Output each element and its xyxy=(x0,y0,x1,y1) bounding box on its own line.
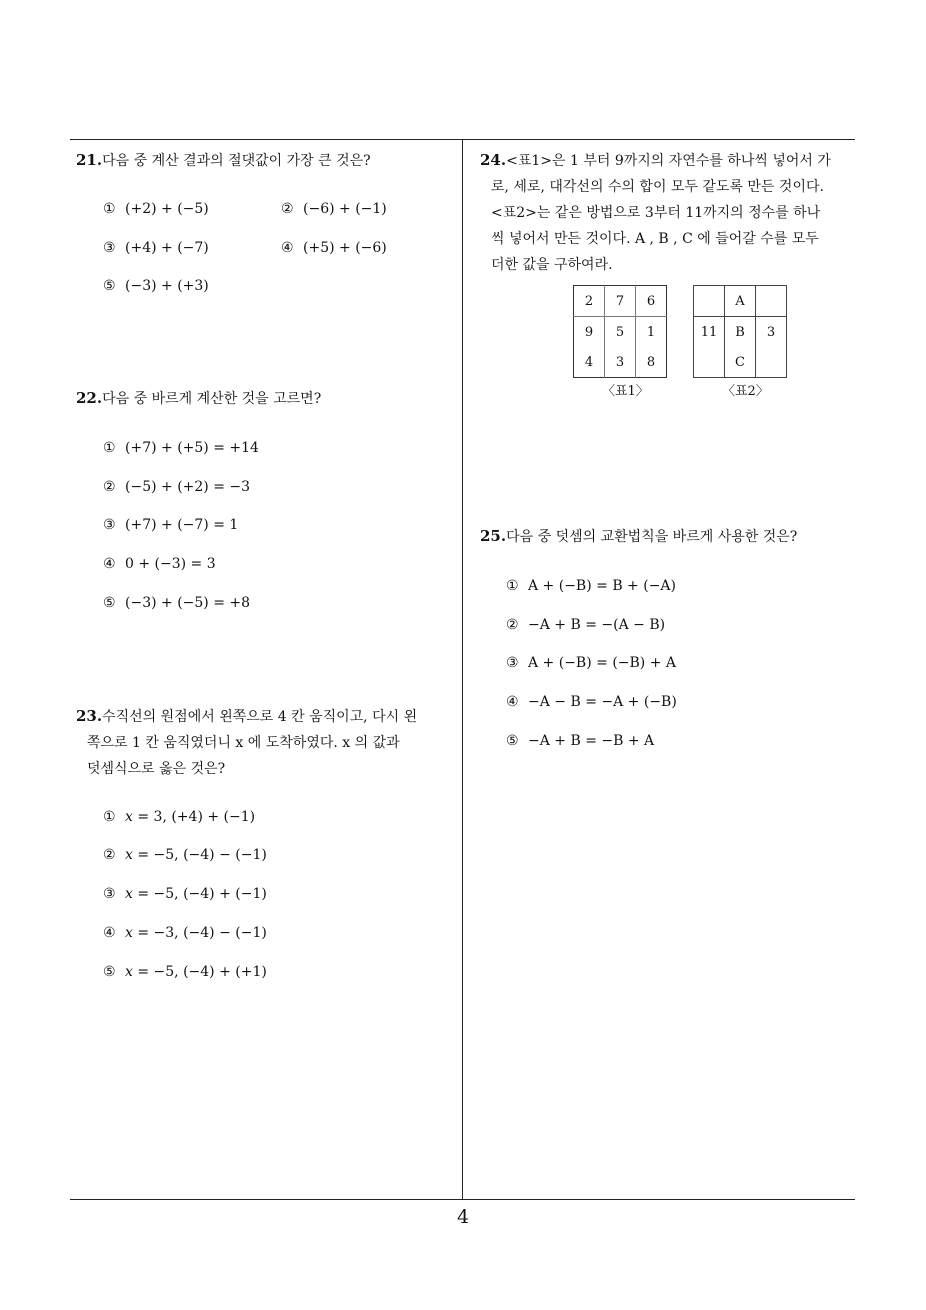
question-text: 다음 중 계산 결과의 절댓값이 가장 큰 것은? xyxy=(102,153,371,169)
option-marker: ① xyxy=(506,578,519,594)
variable-x: x xyxy=(125,925,133,941)
question-number: 23. xyxy=(76,707,103,725)
q25-option-2[interactable] xyxy=(506,615,665,635)
option-marker: ④ xyxy=(103,925,116,941)
table1-cell: 6 xyxy=(636,286,667,317)
question-text: 다음 중 바르게 계산한 것을 고르면? xyxy=(102,391,322,407)
option-text: (−3) + (−5) = +8 xyxy=(125,595,251,611)
q25-option-3[interactable] xyxy=(506,653,676,673)
option-text: = 3, (+4) + (−1) xyxy=(132,809,256,825)
option-text: = −5, (−4) + (+1) xyxy=(132,964,267,980)
option-marker: ④ xyxy=(103,556,116,572)
q21-option-5[interactable] xyxy=(103,276,209,296)
q25-option-4[interactable] xyxy=(506,692,677,712)
question-number: 25. xyxy=(480,527,507,545)
question-text-line-3: 덧셈식으로 옳은 것은? xyxy=(87,761,226,777)
table2-cell: B xyxy=(725,317,756,348)
option-marker: ③ xyxy=(506,655,519,671)
option-text: = −3, (−4) − (−1) xyxy=(132,925,267,941)
option-marker: ⑤ xyxy=(103,964,116,980)
option-text: (−6) + (−1) xyxy=(303,201,387,217)
variable-x: x xyxy=(125,964,133,980)
option-text: (+4) + (−7) xyxy=(125,240,209,256)
option-text: = −5, (−4) − (−1) xyxy=(132,847,267,863)
q21-option-2[interactable] xyxy=(281,199,387,219)
q23-option-3[interactable] xyxy=(103,884,267,904)
question-number: 21. xyxy=(76,151,103,169)
table2-cell xyxy=(694,286,725,317)
option-marker: ⑤ xyxy=(103,595,116,611)
option-marker: ④ xyxy=(506,694,519,710)
option-text: −A + B = −B + A xyxy=(528,733,655,749)
option-text: (−3) + (+3) xyxy=(125,278,209,294)
table2-cell: 11 xyxy=(694,317,725,348)
option-text: −A + B = −(A − B) xyxy=(528,617,666,633)
magic-square-table-2 xyxy=(693,285,787,378)
option-text: A + (−B) = (−B) + A xyxy=(528,655,676,671)
option-text: −A − B = −A + (−B) xyxy=(528,694,677,710)
option-marker: ① xyxy=(103,809,116,825)
variable-x: x xyxy=(125,886,133,902)
q21-option-1[interactable] xyxy=(103,199,209,219)
q25-option-1[interactable] xyxy=(506,576,676,596)
option-marker: ② xyxy=(103,479,116,495)
table2-caption: 〈표2〉 xyxy=(722,384,769,399)
table1-caption: 〈표1〉 xyxy=(602,384,649,399)
q23-option-4[interactable] xyxy=(103,923,267,943)
question-21 xyxy=(76,147,371,174)
option-text: (+2) + (−5) xyxy=(125,201,209,217)
option-text: 0 + (−3) = 3 xyxy=(125,556,216,572)
variable-x: x xyxy=(125,847,133,863)
magic-square-table-1 xyxy=(573,285,667,378)
q23-option-2[interactable] xyxy=(103,845,267,865)
question-22 xyxy=(76,385,321,412)
table1-cell: 9 xyxy=(574,317,605,348)
option-marker: ④ xyxy=(281,240,294,256)
option-marker: ③ xyxy=(103,886,116,902)
option-marker: ⑤ xyxy=(506,733,519,749)
table1-cell: 8 xyxy=(646,354,656,370)
q22-option-1[interactable] xyxy=(103,438,259,458)
question-number: 24. xyxy=(480,151,507,169)
option-marker: ② xyxy=(281,201,294,217)
q21-option-4[interactable] xyxy=(281,238,387,258)
q23-option-1[interactable] xyxy=(103,807,255,827)
table2-cell xyxy=(694,347,725,378)
option-marker: ③ xyxy=(103,517,116,533)
table1-cell: 2 xyxy=(574,286,605,317)
q21-option-3[interactable] xyxy=(103,238,209,258)
table1-cell: 7 xyxy=(605,286,636,317)
table1-cell: 3 xyxy=(605,347,636,378)
question-24 xyxy=(480,147,860,278)
column-divider xyxy=(462,139,463,1200)
question-text-line-4: 씩 넣어서 만든 것이다. A , B , C 에 들어갈 수를 모두 xyxy=(491,231,819,247)
table1-cell: 4 xyxy=(574,347,605,378)
question-text-line-1: <표1>은 1 부터 9까지의 자연수를 하나씩 넣어서 가 xyxy=(506,153,831,169)
question-text-line-1: 수직선의 원점에서 왼쪽으로 4 칸 움직이고, 다시 왼 xyxy=(102,709,418,725)
option-marker: ① xyxy=(103,440,116,456)
option-marker: ② xyxy=(506,617,519,633)
question-text-line-5: 더한 값을 구하여라. xyxy=(491,257,613,273)
q22-option-2[interactable] xyxy=(103,477,250,497)
table1-cell: 5 xyxy=(605,317,636,348)
variable-x: x xyxy=(125,809,133,825)
option-text: = −5, (−4) + (−1) xyxy=(132,886,267,902)
q22-option-4[interactable] xyxy=(103,554,216,574)
bottom-rule xyxy=(70,1199,855,1200)
option-text: A + (−B) = B + (−A) xyxy=(528,578,676,594)
q22-option-3[interactable] xyxy=(103,515,238,535)
page-number: 4 xyxy=(456,1206,470,1228)
table2-cell: C xyxy=(725,347,756,378)
table2-cell xyxy=(756,347,787,378)
option-text: (+7) + (−7) = 1 xyxy=(125,517,239,533)
question-23 xyxy=(76,703,461,782)
option-marker: ② xyxy=(103,847,116,863)
table2-cell: A xyxy=(725,286,756,317)
table1-cell: 1 xyxy=(646,324,656,340)
question-text-line-2: 쪽으로 1 칸 움직였더니 x 에 도착하였다. x 의 값과 xyxy=(87,735,400,751)
table2-cell xyxy=(756,286,787,317)
question-text-line-3: <표2>는 같은 방법으로 3부터 11까지의 정수를 하나 xyxy=(491,205,821,221)
q22-option-5[interactable] xyxy=(103,593,250,613)
question-text: 다음 중 덧셈의 교환법칙을 바르게 사용한 것은? xyxy=(506,529,798,545)
question-text-line-2: 로, 세로, 대각선의 수의 합이 모두 같도록 만든 것이다. xyxy=(491,179,824,195)
option-text: (+5) + (−6) xyxy=(303,240,387,256)
q23-option-5[interactable] xyxy=(103,962,267,982)
option-marker: ① xyxy=(103,201,116,217)
q25-option-5[interactable] xyxy=(506,731,654,751)
question-number: 22. xyxy=(76,389,103,407)
option-marker: ⑤ xyxy=(103,278,116,294)
option-marker: ③ xyxy=(103,240,116,256)
option-text: (+7) + (+5) = +14 xyxy=(125,440,259,456)
option-text: (−5) + (+2) = −3 xyxy=(125,479,251,495)
table2-cell: 3 xyxy=(756,317,787,348)
question-25 xyxy=(480,523,797,550)
